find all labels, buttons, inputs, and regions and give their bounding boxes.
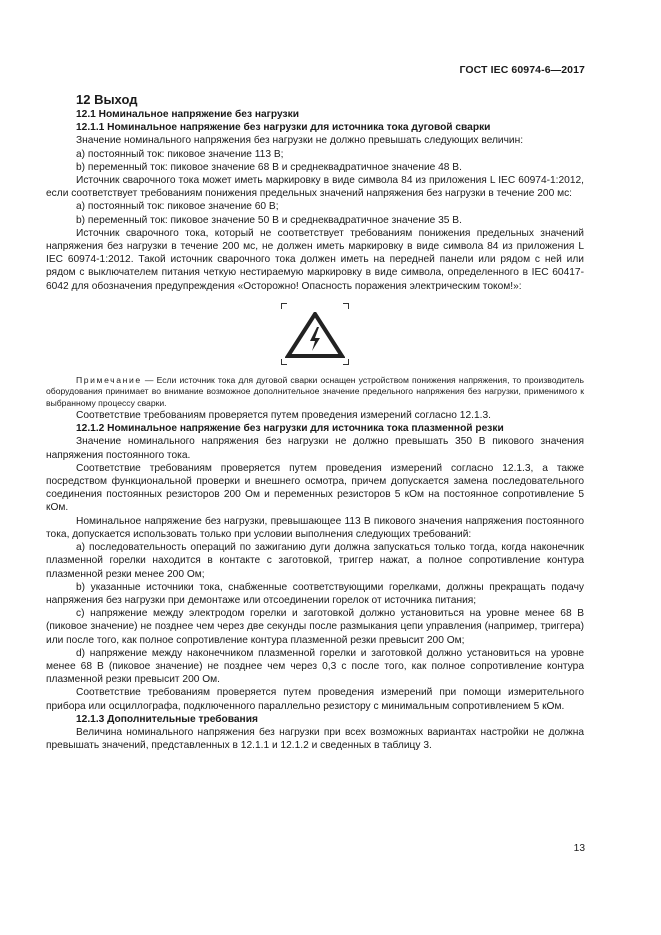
warning-symbol-frame <box>281 303 349 365</box>
note <box>46 375 584 409</box>
paragraph: Источник сварочного тока, который не соответствует требованиям понижения предельных значений напряжения без нагрузки в течение 200 мс, не должен иметь маркировку в виде символа 84 из приложения L IEC 60974-1:2012. Такой источник сварочного тока должен иметь на передней панели или рядом с ней или рядом с выключателем питания четкую нестираемую маркировку в виде символа, определенного в IEC 60417-6042 для обозначения предупреждения «Осторожно! Опасность поражения электрическим током!»: <box>46 227 584 292</box>
electric-shock-warning-icon <box>285 312 345 358</box>
clause-title-12-1-3: 12.1.3 Дополнительные требования <box>76 713 258 725</box>
list-item-b: b) указанные источники тока, снабженные соответствующими горелками, должны прекращать подачу напряжения без нагрузки при демонтаже или отсоединении горелок от источника питания; <box>46 581 584 606</box>
list-item-a: a) последовательность операций по зажиганию дуги должна запускаться только тогда, когда наконечник плазменной горелки находится в контакте с заготовкой, триггер нажат, а полное сопротивление контура плазменной резки менее 200 Ом; <box>46 542 584 580</box>
document-code: ГОСТ IEC 60974-6—2017 <box>459 64 585 76</box>
paragraph: Значение номинального напряжения без нагрузки не должно превышать 350 В пикового значения напряжения постоянного тока. <box>46 436 584 461</box>
paragraph: Значение номинального напряжения без нагрузки не должно превышать следующих величин: <box>76 135 524 147</box>
paragraph: Номинальное напряжение без нагрузки, превышающее 113 В пикового значения напряжения постоянного тока, допускается использовать только при условии выполнения следующих требований: <box>46 515 584 540</box>
frame-corner <box>281 359 287 365</box>
list-item-b: b) переменный ток: пиковое значение 50 В и среднеквадратичное значение 35 В. <box>76 214 462 226</box>
section-title: 12 Выход <box>76 92 138 107</box>
paragraph: Соответствие требованиям проверяется путем проведения измерений согласно 12.1.3, а также посредством функциональной проверки и внешнего осмотра, причем допускается замена последовательного соединения постоянных резисторов 200 Ом и переменных резисторов 5 кОм на постоянное сопротивление 5 кОм. <box>46 462 584 514</box>
note-label: Примечание <box>76 374 142 385</box>
clause-title-12-1-2: 12.1.2 Номинальное напряжение без нагрузки для источника тока плазменной резки <box>76 423 504 435</box>
paragraph: Соответствие требованиям проверяется путем проведения измерений согласно 12.1.3. <box>76 410 491 422</box>
frame-corner <box>343 359 349 365</box>
paragraph: Величина номинального напряжения без нагрузки при всех возможных вариантах настройки не должна превышать значений, представленных в 12.1.1 и 12.1.2 и сведенных в таблицу 3. <box>46 726 584 752</box>
warning-symbol-figure <box>46 303 584 365</box>
list-item-d: d) напряжение между наконечником плазменной горелки и заготовкой должно установиться на уровне менее 68 В (пиковое значение) не позднее чем через 0,3 с после того, как полное сопротивление контура плазменной резки превысит 200 Ом. <box>46 647 584 686</box>
list-item-b: b) переменный ток: пиковое значение 68 В и среднеквадратичное значение 48 В. <box>76 161 462 173</box>
note-text: — Если источник тока для дуговой сварки оснащен устройством понижения напряжения, то производитель оборудования принимает во внимание возможное дополнительное значение предельного напряжения без нагрузки, применимого к выбранному процессу сварки. <box>46 374 584 408</box>
page-content <box>46 92 584 752</box>
list-item-a: a) постоянный ток: пиковое значение 60 В; <box>76 201 279 213</box>
clause-title-12-1-1: 12.1.1 Номинальное напряжение без нагрузки для источника тока дуговой сварки <box>76 122 491 134</box>
page-number: 13 <box>573 843 585 854</box>
frame-corner <box>281 303 287 309</box>
list-item-a: a) постоянный ток: пиковое значение 113 В; <box>76 148 284 160</box>
subsection-title-12-1: 12.1 Номинальное напряжение без нагрузки <box>76 109 299 120</box>
list-item-c: c) напряжение между электродом горелки и заготовкой должно установиться на уровне менее 68 В (пиковое значение) не позднее чем через две секунды после размыкания цепи управления (например, триггера) или после того, как полное сопротивление контура плазменной резки превысит 200 Ом; <box>46 608 584 646</box>
paragraph: Источник сварочного тока может иметь маркировку в виде символа 84 из приложения L IEC 60974-1:2012, если соответствует требованиям понижения предельных значений напряжения без нагрузки в течение 200 мс: <box>46 175 584 200</box>
paragraph: Соответствие требованиям проверяется путем проведения измерений при помощи измерительного прибора или осциллографа, подключенного параллельно резистору с минимальным сопротивлением 5 кОм. <box>46 687 584 712</box>
frame-corner <box>343 303 349 309</box>
